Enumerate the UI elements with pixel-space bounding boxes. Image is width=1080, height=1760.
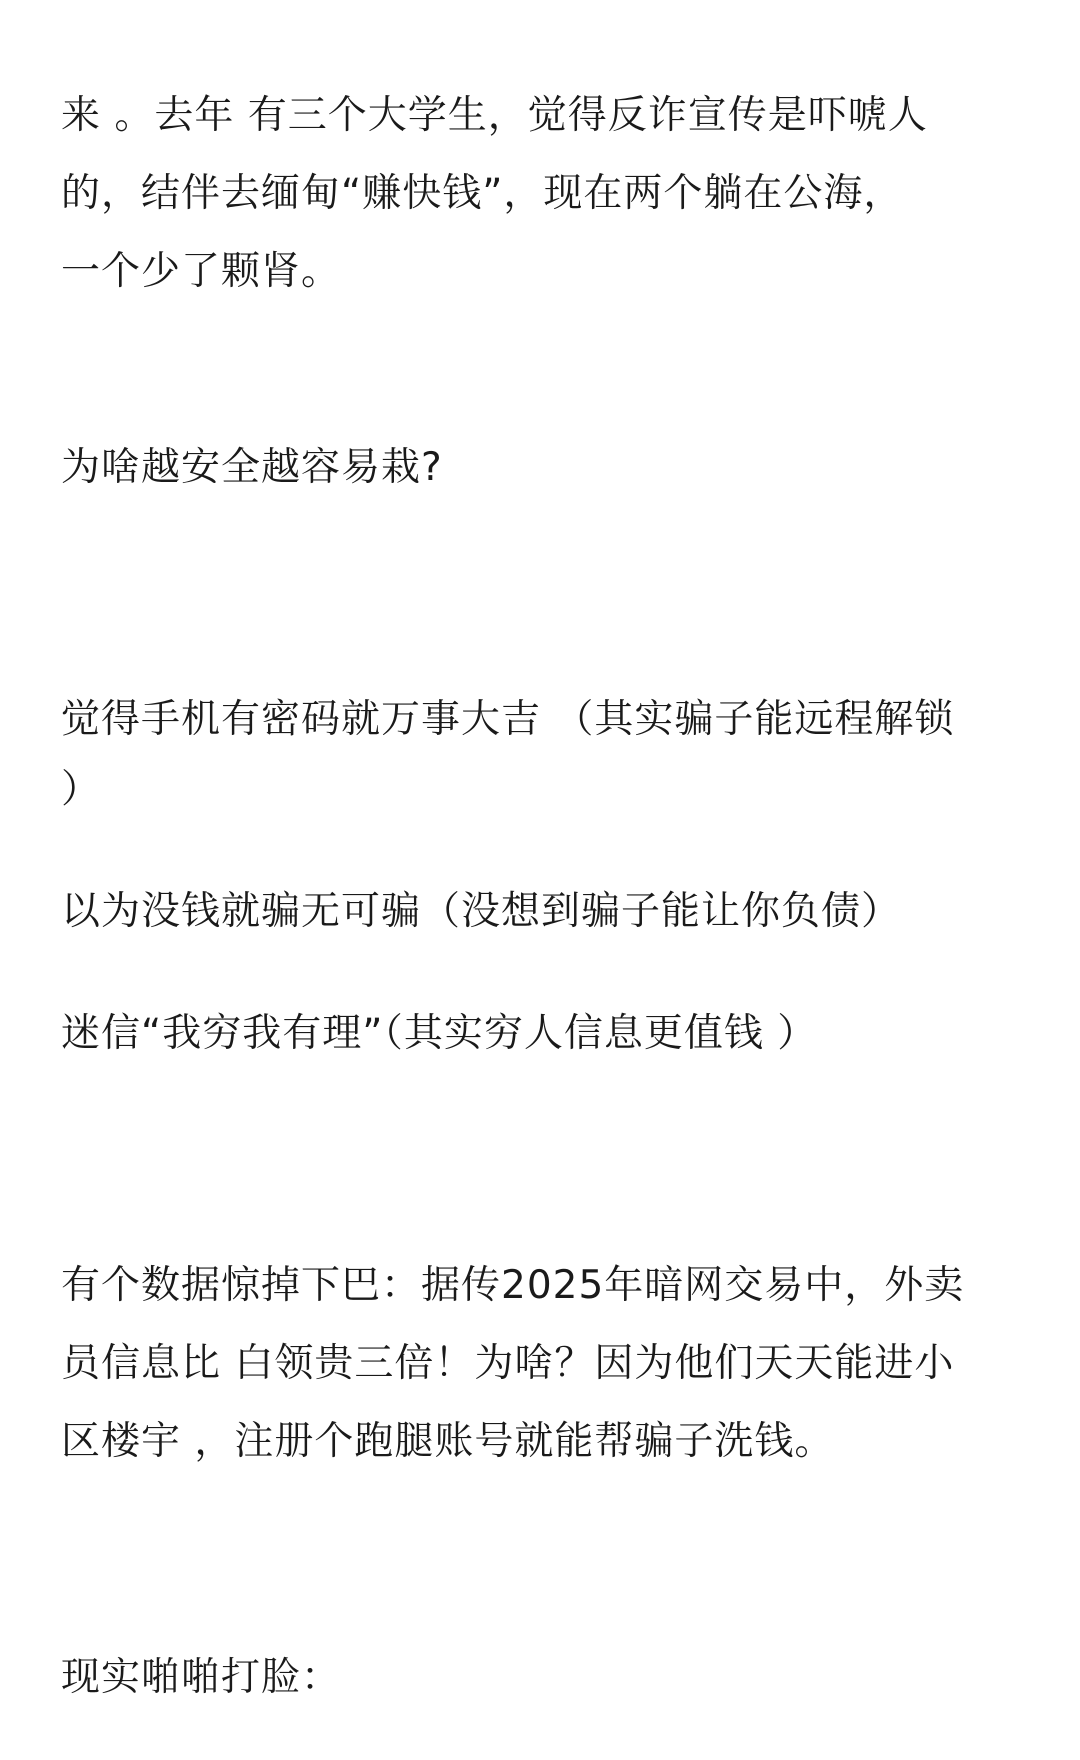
paragraph-line: 区楼宇 ，注册个跑腿账号就能帮骗子洗钱。 — [61, 1419, 835, 1464]
paragraph-line: 员信息比 白领贵三倍！为啥？因为他们天天能进小 — [61, 1341, 955, 1386]
question-heading: 为啥越安全越容易栽? — [61, 445, 443, 490]
paragraph-line: 的，结伴去缅甸“赚快钱”，现在两个躺在公海， — [61, 171, 904, 216]
paragraph-line: 有个数据惊掉下巴：据传2025年暗网交易中，外卖 — [61, 1263, 965, 1308]
point-line: 迷信“我穷我有理”（其实穷人信息更值钱 ） — [61, 1011, 818, 1056]
point-line: 以为没钱就骗无可骗（没想到骗子能让你负债） — [61, 889, 902, 934]
paragraph-line: 来 。去年 有三个大学生，觉得反诈宣传是吓唬人 — [61, 93, 928, 138]
paragraph-line: 一个少了颗肾。 — [61, 249, 342, 294]
closing-heading: 现实啪啪打脸： — [61, 1655, 342, 1700]
point-line: 觉得手机有密码就万事大吉 （其实骗子能远程解锁 — [61, 697, 955, 742]
point-line: ） — [61, 767, 102, 812]
